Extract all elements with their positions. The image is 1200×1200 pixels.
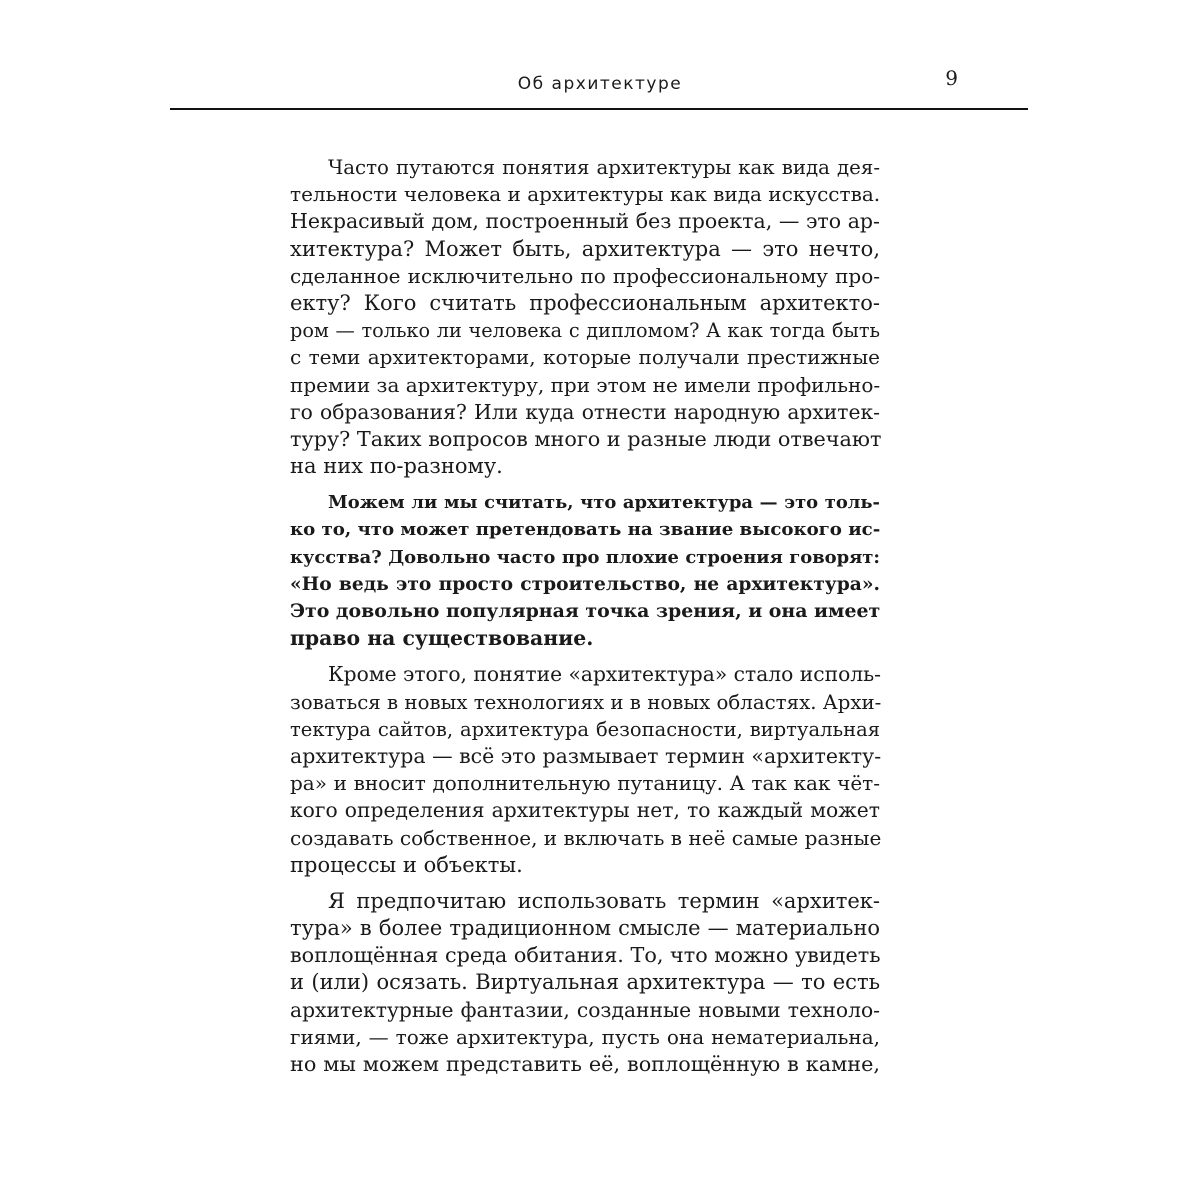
text-line: сделанное исключительно по профессиональному про-: [290, 263, 880, 288]
text-line: создавать собственное, и включать в неё самые разные: [290, 825, 882, 850]
text-line: ко то, что может претендовать на звание высокого ис-: [290, 519, 881, 541]
text-line: «Но ведь это просто строительство, не архитектура».: [290, 572, 880, 595]
chapter-title: Об архитектуре: [517, 74, 683, 94]
paragraph-4: [290, 888, 880, 1078]
text-line: кого определения архитектуры нет, то каждый может: [290, 798, 880, 823]
paragraph-3: [290, 661, 880, 879]
text-line: тельности человека и архитектуры как вида искусства.: [290, 182, 881, 207]
header-rule: [170, 108, 1028, 110]
text-line: туру? Таких вопросов много и разные люди отвечают: [290, 426, 882, 451]
page-number: 9: [945, 66, 958, 90]
text-line: премии за архитектуру, при этом не имели профильно-: [290, 372, 881, 397]
text-line: воплощённая среда обитания. То, что можно увидеть: [290, 943, 881, 968]
text-line: екту? Кого считать профессиональным архитекто-: [290, 290, 880, 315]
text-line: Кроме этого, понятие «архитектура» стало исполь-: [328, 662, 882, 687]
text-line: хитектура? Может быть, архитектура — это нечто,: [290, 236, 880, 261]
paragraph-1: [290, 154, 880, 480]
text-line: Некрасивый дом, построенный без проекта, — это ар-: [290, 209, 880, 234]
text-line: ром — только ли человека с дипломом? А как тогда быть: [290, 319, 880, 343]
text-line: но мы можем представить её, воплощённую в камне,: [290, 1052, 880, 1076]
text-line: право на существование.: [290, 626, 594, 651]
text-line: на них по-разному.: [290, 454, 503, 479]
text-line: тектура сайтов, архитектура безопасности, виртуальная: [290, 717, 880, 741]
text-line: архитектурные фантазии, созданные новыми техноло-: [290, 997, 880, 1022]
text-line: кусства? Довольно часто про плохие строения говорят:: [290, 546, 880, 568]
text-column: [290, 154, 880, 1087]
text-line: го образования? Или куда отнести народную архитек-: [290, 399, 880, 424]
text-line: с теми архитекторами, которые получали престижные: [290, 345, 880, 370]
text-line: архитектура — всё это размывает термин «архитекту-: [290, 743, 882, 768]
text-line: Часто путаются понятия архитектуры как вида дея-: [328, 156, 880, 179]
text-line: процессы и объекты.: [290, 852, 523, 877]
paragraph-2-bold: [290, 489, 880, 652]
text-line: гиями, — тоже архитектура, пусть она нематериальна,: [290, 1024, 880, 1049]
text-line: ра» и вносит дополнительную путаницу. А так как чёт-: [290, 771, 880, 796]
text-line: тура» в более традиционном смысле — материально: [290, 916, 880, 941]
text-line: Я предпочитаю использовать термин «архитек-: [328, 888, 880, 913]
text-line: Это довольно популярная точка зрения, и она имеет: [290, 600, 881, 622]
text-line: и (или) осязать. Виртуальная архитектура — то есть: [290, 970, 880, 995]
text-line: Можем ли мы считать, что архитектура — это толь-: [328, 492, 880, 514]
text-line: зоваться в новых технологиях и в новых областях. Архи-: [290, 690, 882, 714]
running-head: [170, 66, 1030, 112]
